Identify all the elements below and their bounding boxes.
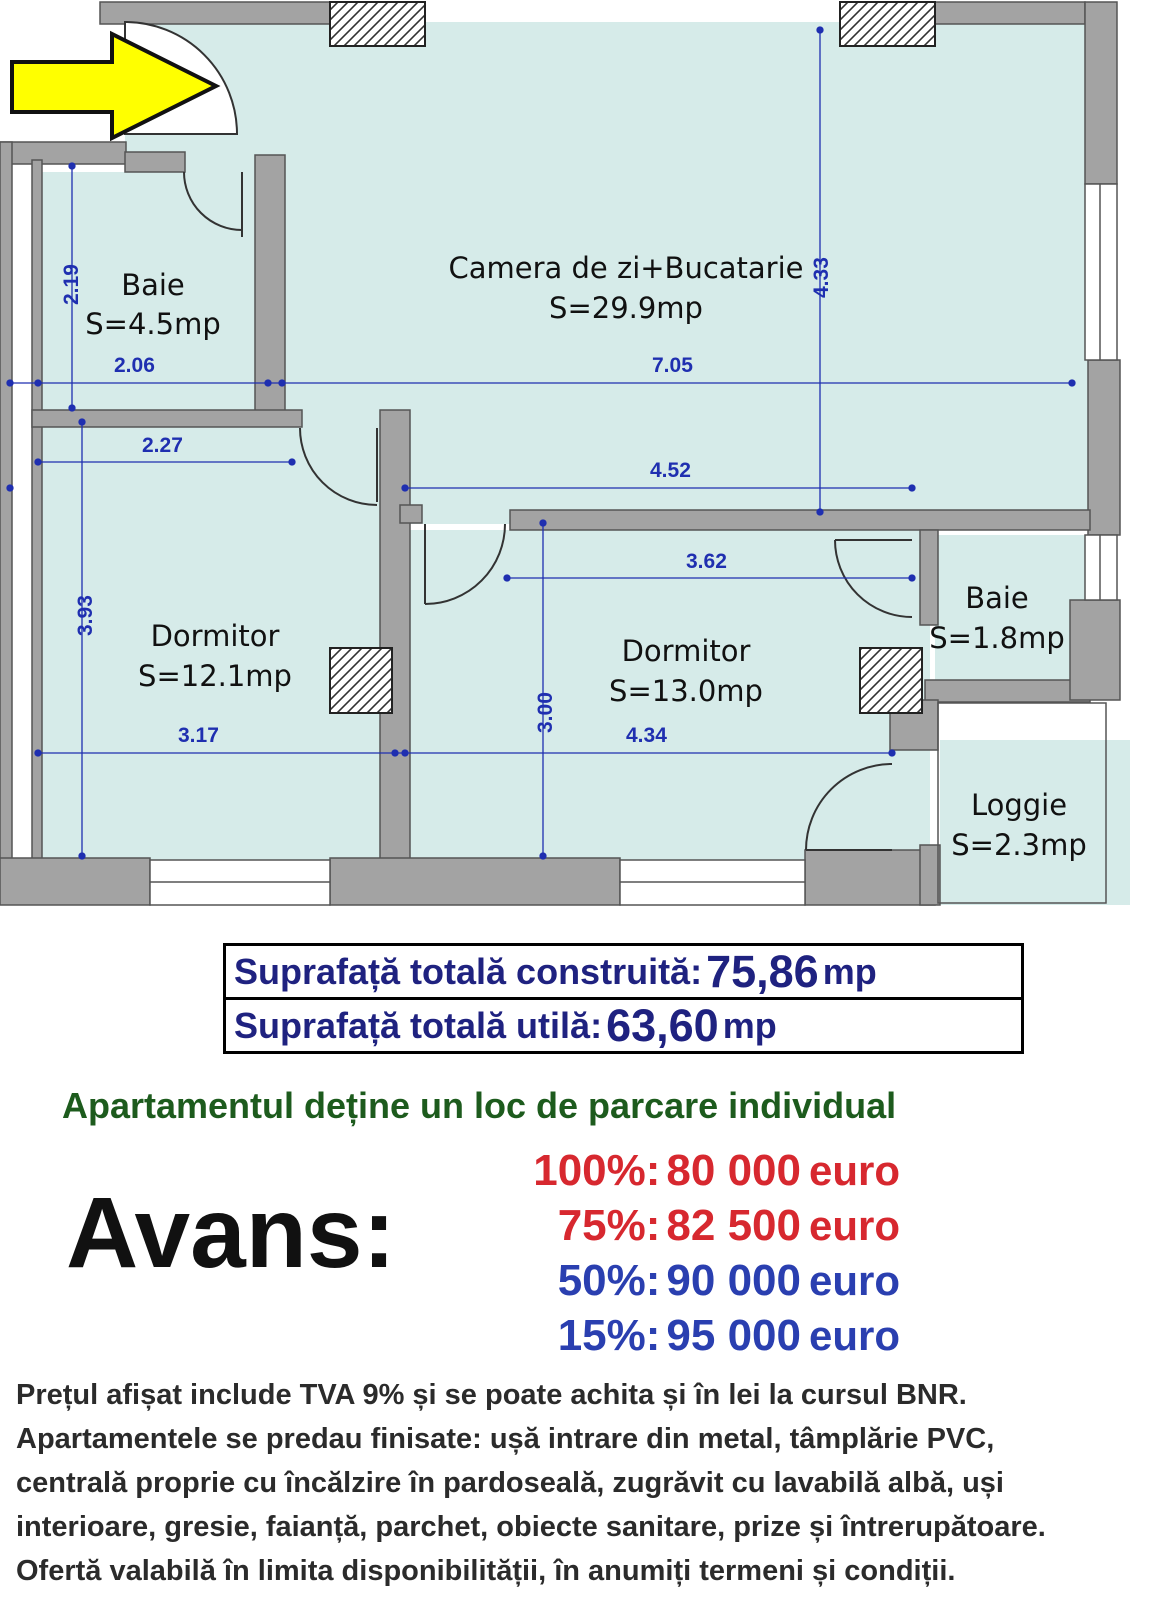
price-percent: 50%: [557,1255,661,1305]
room-name: Loggie [970,788,1068,822]
dim-label: 3.93 [74,595,97,636]
dim-label: 2.19 [60,264,83,305]
room-area: S=13.0mp [609,674,763,708]
dim-label: 3.62 [686,550,727,573]
price-amount: 90 000 [666,1255,801,1305]
room-area: S=2.3mp [951,828,1087,862]
avans-label: Avans: [66,1177,396,1289]
price-percent: 75%: [557,1200,661,1250]
usable-surface-unit: mp [722,1004,777,1046]
price-amount: 80 000 [666,1145,801,1195]
built-surface-unit: mp [822,950,877,992]
price-option [450,1308,900,1363]
built-surface-row [226,946,1021,997]
built-surface-value: 75,86 [706,945,819,997]
note-line: interioare, gresie, faianță, parchet, obiecte sanitare, prize și întrerupătoare. [16,1511,1046,1543]
room-name: Dormitor [150,619,280,653]
price-currency: euro [808,1311,900,1359]
dim-label: 3.00 [534,692,557,733]
offer-notes [16,1373,1146,1593]
price-currency: euro [808,1256,900,1304]
room-area: S=4.5mp [85,307,221,341]
dim-label: 3.17 [178,724,219,747]
price-amount: 82 500 [666,1200,801,1250]
price-currency: euro [808,1201,900,1249]
usable-surface-label: Suprafață totală utilă: [234,1004,603,1046]
dim-label: 4.33 [810,257,833,298]
dim-label: 2.06 [114,354,155,377]
room-area: S=12.1mp [138,659,292,693]
price-options [450,1143,900,1363]
floor-area [40,22,1130,905]
price-option [450,1253,900,1308]
parking-note: Apartamentul deține un loc de parcare individual [62,1085,897,1126]
dim-label: 4.52 [650,459,691,482]
room-area: S=29.9mp [549,291,703,325]
price-option [450,1143,900,1198]
usable-surface-row [226,997,1021,1051]
note-line: Apartamentele se predau finisate: ușă intrare din metal, tâmplărie PVC, [16,1423,995,1455]
price-amount: 95 000 [666,1310,801,1360]
surface-totals-table [223,943,1024,1054]
price-percent: 100%: [533,1145,661,1195]
dim-label: 4.34 [626,724,667,747]
room-area: S=1.8mp [929,621,1065,655]
room-name: Camera de zi+Bucatarie [448,251,804,285]
dim-label: 7.05 [652,354,693,377]
dim-label: 2.27 [142,434,183,457]
room-name: Baie [965,581,1029,615]
price-option [450,1198,900,1253]
note-line: Prețul afișat include TVA 9% și se poate achita și în lei la cursul BNR. [16,1379,967,1411]
room-name: Baie [121,268,185,302]
built-surface-label: Suprafață totală construită: [234,950,703,992]
room-name: Dormitor [621,634,751,668]
price-currency: euro [808,1146,900,1194]
note-line: Ofertă valabilă în limita disponibilității, în anumiți termeni și condiții. [16,1555,956,1587]
usable-surface-value: 63,60 [606,999,719,1051]
note-line: centrală proprie cu încălzire în pardoseală, zugrăvit cu lavabilă albă, uși [16,1467,1004,1499]
price-percent: 15%: [557,1310,661,1360]
